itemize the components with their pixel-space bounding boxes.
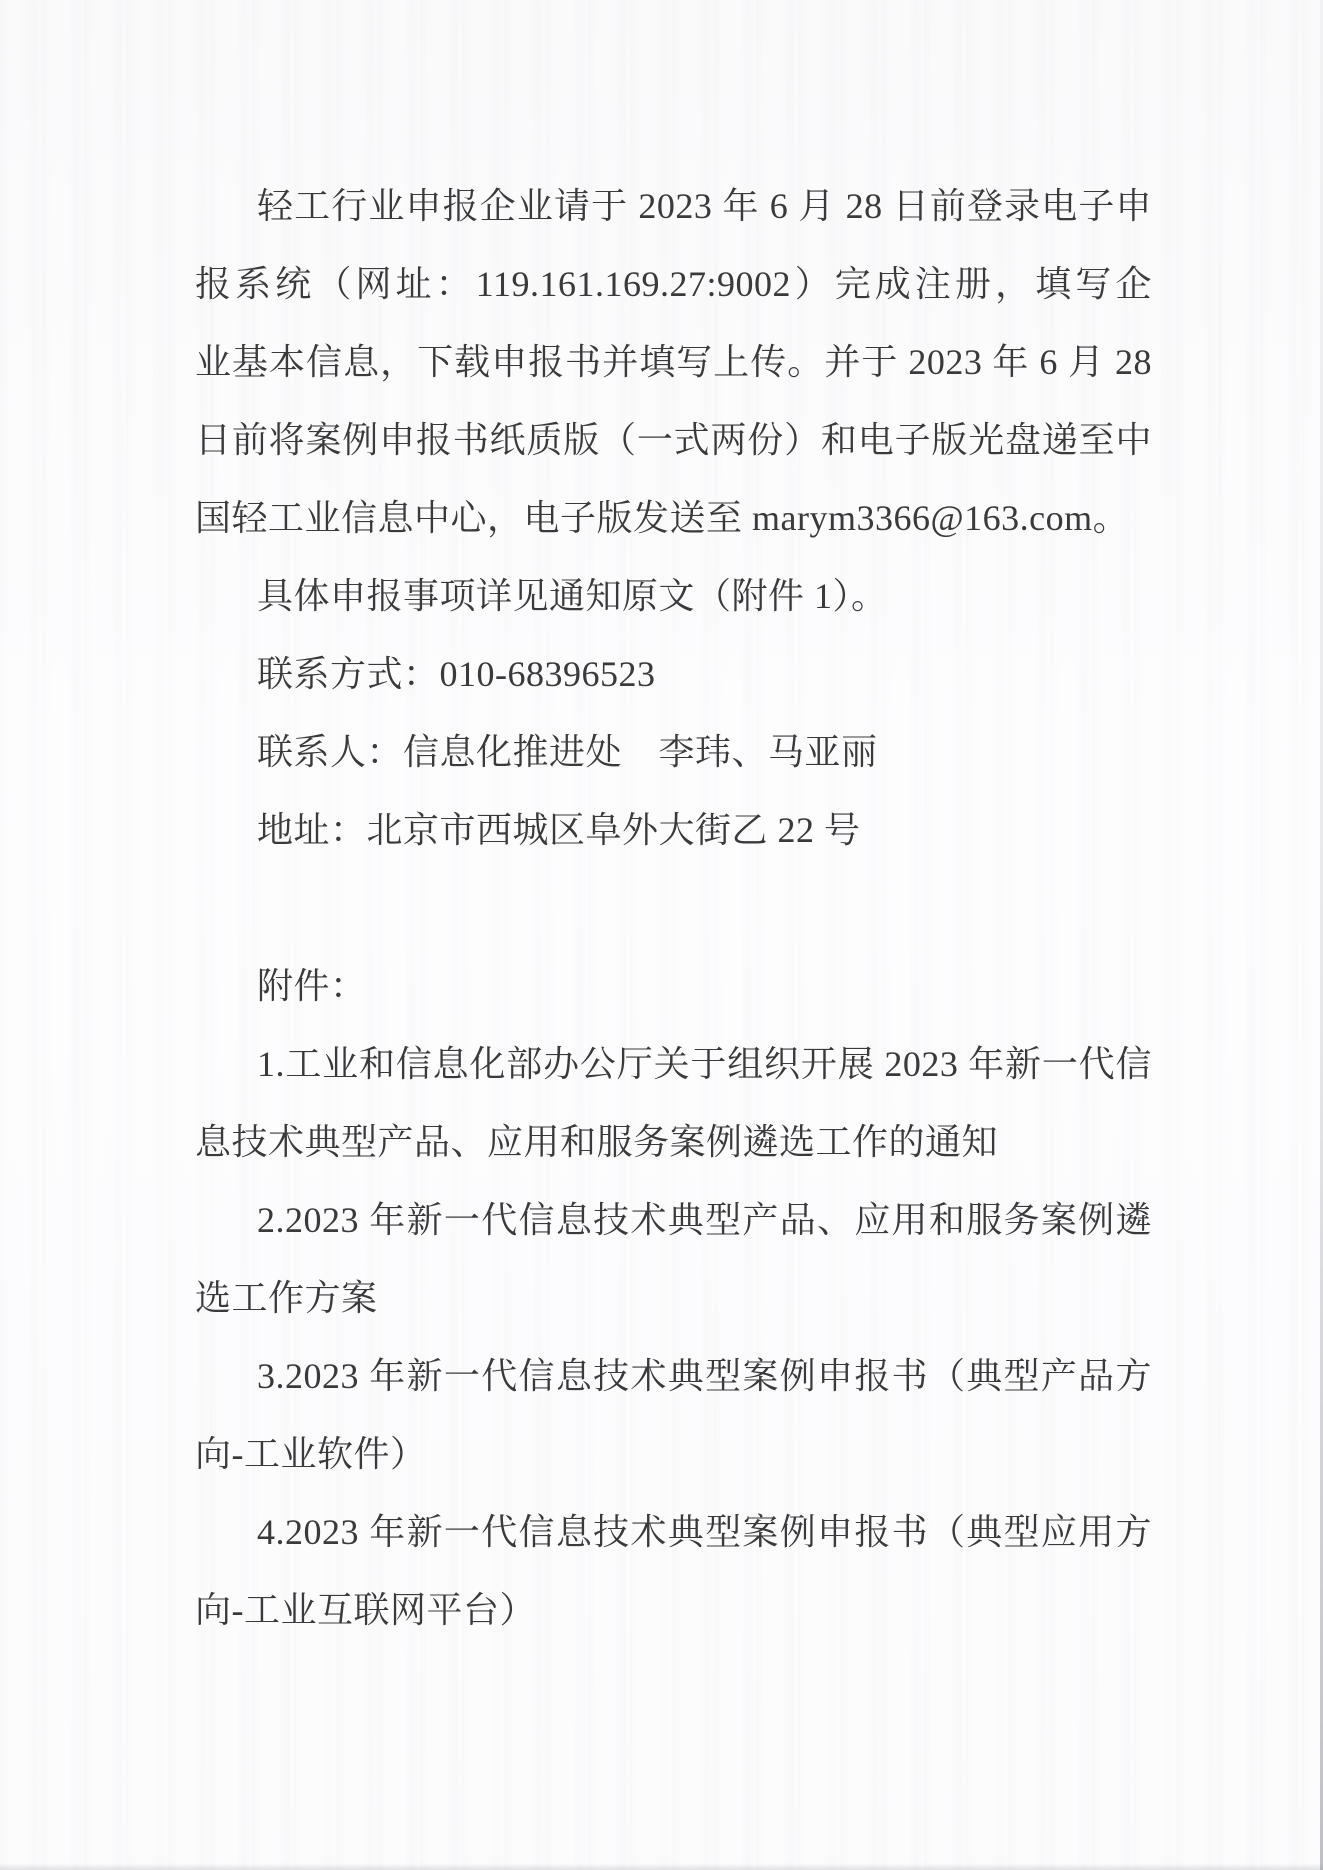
document-body (195, 167, 1152, 1649)
text-line: 联系人：信息化推进处 李玮、马亚丽 (257, 732, 878, 772)
scan-edge-bottom (0, 1863, 1323, 1870)
text-line: 选工作方案 (195, 1278, 378, 1318)
text-line: 联系方式：010-68396523 (257, 654, 656, 694)
blank-line (195, 869, 1152, 947)
text-line: 具体申报事项详见通知原文（附件 1）。 (257, 576, 888, 616)
text-line: 向-工业软件） (195, 1434, 427, 1474)
text-line: 业基本信息，下载申报书并填写上传。并于 2023 年 6 月 28 (195, 342, 1152, 382)
text-line: 向-工业互联网平台） (195, 1590, 536, 1630)
text-line: 3.2023 年新一代信息技术典型案例申报书（典型产品方 (257, 1356, 1152, 1396)
text-line: 1.工业和信息化部办公厅关于组织开展 2023 年新一代信 (257, 1044, 1152, 1084)
text-line: 附件： (257, 966, 367, 1006)
text-line: 地址：北京市西城区阜外大街乙 22 号 (257, 810, 861, 850)
text-line: 日前将案例申报书纸质版（一式两份）和电子版光盘递至中 (195, 420, 1152, 460)
text-line: 息技术典型产品、应用和服务案例遴选工作的通知 (195, 1122, 999, 1162)
text-line: 报系统（网址：119.161.169.27:9002）完成注册，填写企 (195, 264, 1152, 304)
text-line: 4.2023 年新一代信息技术典型案例申报书（典型应用方 (257, 1512, 1152, 1552)
text-line: 轻工行业申报企业请于 2023 年 6 月 28 日前登录电子申 (257, 186, 1152, 226)
text-line: 国轻工业信息中心，电子版发送至 marym3366@163.com。 (195, 498, 1130, 538)
text-line: 2.2023 年新一代信息技术典型产品、应用和服务案例遴 (257, 1200, 1152, 1240)
